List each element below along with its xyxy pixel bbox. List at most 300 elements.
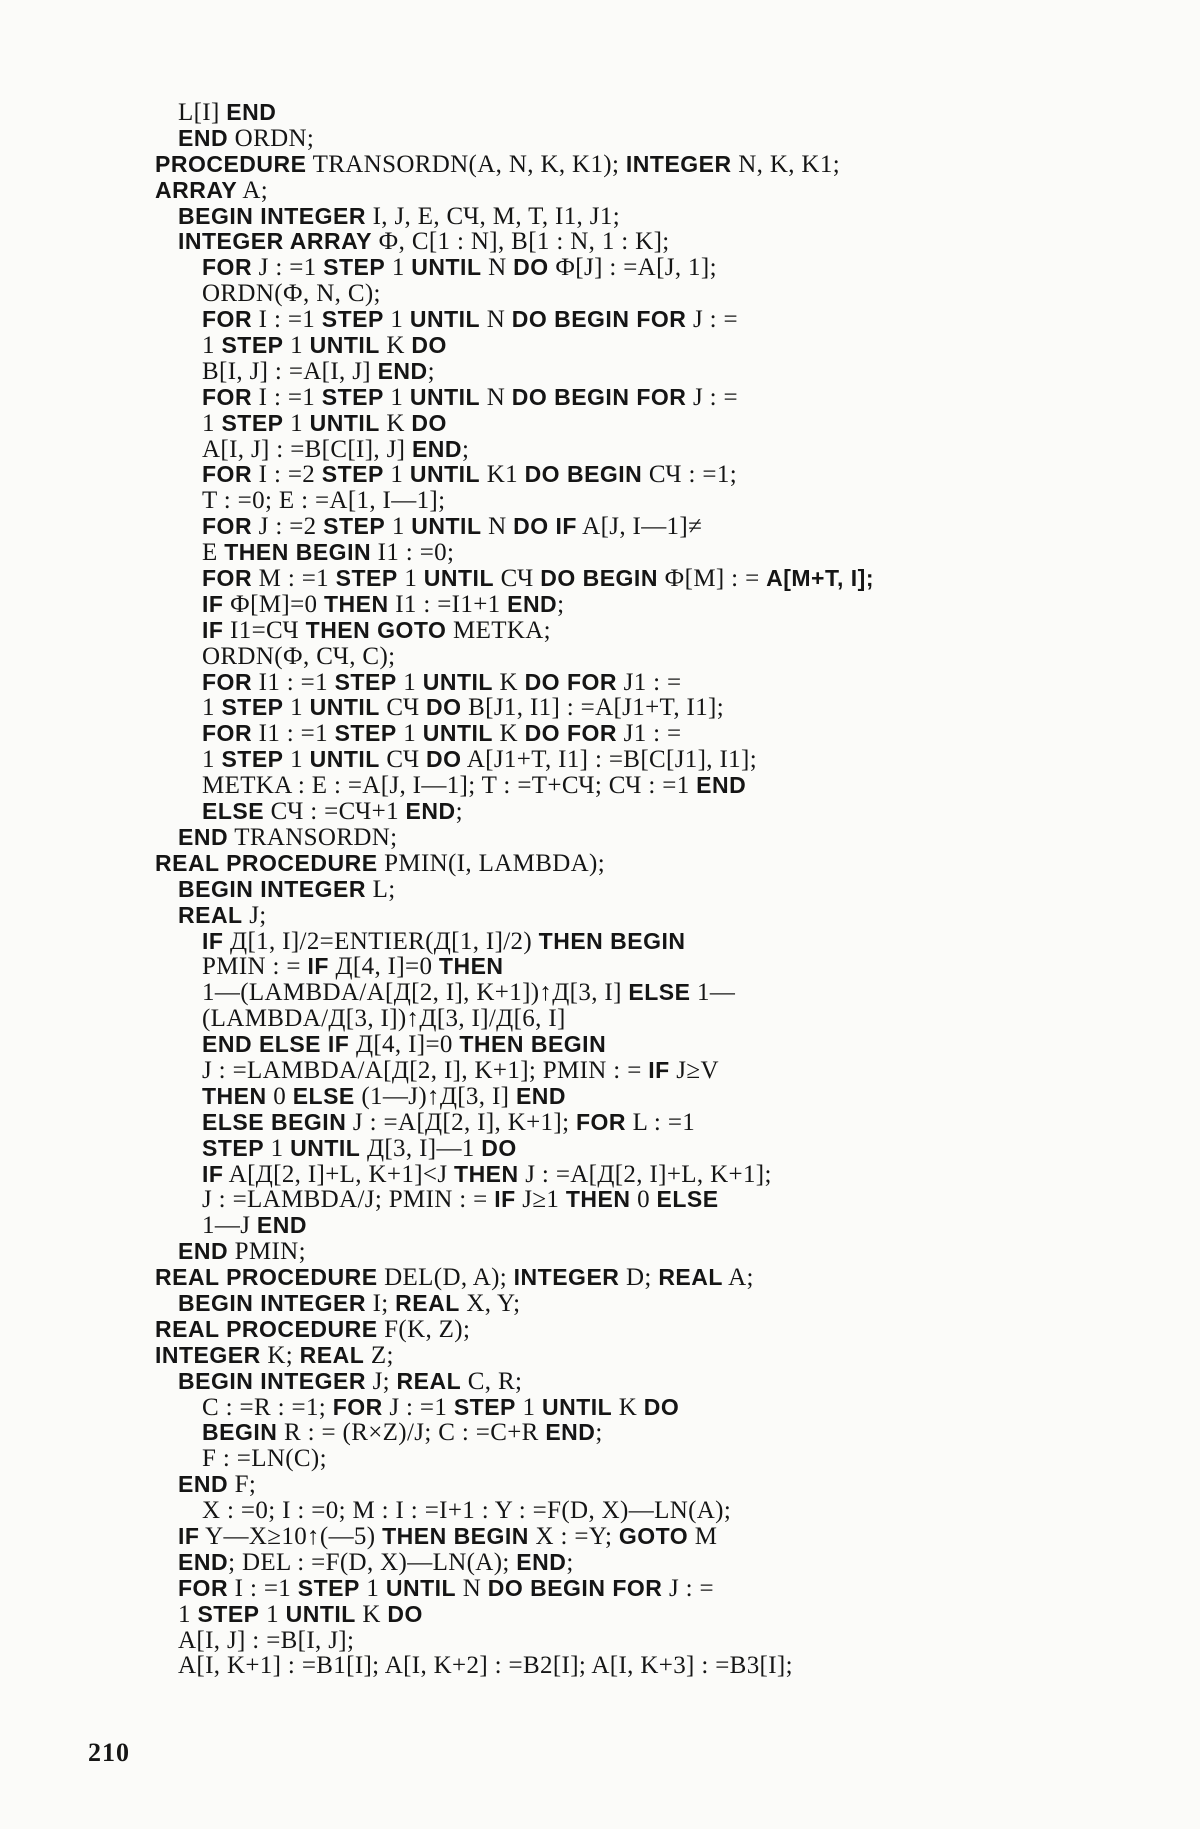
- code-text: 1: [202, 409, 222, 437]
- code-text: 1: [383, 306, 410, 334]
- code-text: Д[4, I]=0: [328, 953, 439, 981]
- keyword: FOR: [202, 254, 253, 281]
- keyword: UNTIL: [385, 1574, 457, 1601]
- code-line: [0, 1576, 1200, 1602]
- code-line: [0, 1550, 1200, 1576]
- page-number: 210: [88, 1738, 130, 1767]
- code-text: 1: [283, 332, 310, 360]
- code-text: F;: [228, 1471, 257, 1499]
- code-text: L;: [365, 875, 396, 903]
- code-line: [0, 825, 1200, 851]
- code-text: I : =2: [252, 461, 322, 489]
- keyword: UNTIL: [309, 332, 380, 359]
- code-text: J : =1: [252, 254, 324, 282]
- keyword: FOR: [202, 306, 253, 333]
- keyword: BEGIN: [202, 1419, 278, 1446]
- code-line: [0, 1524, 1200, 1550]
- keyword: STEP: [221, 332, 284, 359]
- keyword: UNTIL: [411, 513, 482, 540]
- keyword: UNTIL: [290, 1134, 361, 1161]
- keyword: STEP: [323, 254, 386, 281]
- code-text: J : =LAMBDA/A[Д[2, I], K+1]; PMIN : =: [202, 1056, 649, 1084]
- code-line: [0, 1420, 1200, 1446]
- code-text: N: [480, 306, 512, 334]
- keyword: REAL: [396, 1367, 462, 1394]
- code-text: J1 : =: [617, 720, 682, 748]
- code-text: I : =1: [252, 383, 322, 411]
- keyword: ARRAY: [155, 176, 238, 203]
- code-text: 1: [259, 1600, 286, 1628]
- keyword: FOR: [202, 513, 253, 540]
- keyword: STEP: [335, 565, 398, 592]
- keyword: IF: [202, 616, 224, 643]
- code-line: [0, 1317, 1200, 1343]
- code-text: ;: [557, 590, 565, 618]
- keyword: IF: [494, 1186, 516, 1213]
- code-line: [0, 877, 1200, 903]
- keyword: REAL PROCEDURE: [155, 1315, 378, 1342]
- code-line: [0, 1653, 1200, 1679]
- code-line: [0, 204, 1200, 230]
- code-line: [0, 721, 1200, 747]
- keyword: IF: [202, 590, 224, 617]
- code-text: METKA;: [446, 616, 551, 644]
- keyword: DO BEGIN FOR: [487, 1574, 663, 1601]
- keyword: END: [507, 590, 558, 617]
- code-line: [0, 1006, 1200, 1032]
- code-text: 1—J: [202, 1212, 257, 1240]
- keyword: THEN: [323, 590, 389, 617]
- code-text: 1: [202, 332, 222, 360]
- keyword: THEN: [565, 1186, 631, 1213]
- keyword: DO: [481, 1134, 517, 1161]
- keyword: DO BEGIN: [540, 565, 658, 592]
- code-line: [0, 695, 1200, 721]
- code-line: [0, 954, 1200, 980]
- code-text: СЧ : =СЧ+1: [264, 798, 406, 826]
- keyword: BEGIN INTEGER: [178, 875, 366, 902]
- code-text: Ф[M]=0: [223, 590, 324, 618]
- code-text: TRANSORDN;: [228, 823, 398, 851]
- keyword: UNTIL: [411, 254, 482, 281]
- code-line: [0, 1110, 1200, 1136]
- code-text: 1: [396, 720, 423, 748]
- keyword: ELSE BEGIN: [202, 1108, 347, 1135]
- code-line: [0, 1343, 1200, 1369]
- code-text: A[I, J] : =B[C[I], J]: [202, 435, 412, 463]
- code-text: DEL(D, A);: [377, 1264, 514, 1292]
- keyword: FOR: [202, 668, 253, 695]
- keyword: BEGIN INTEGER: [178, 1289, 366, 1316]
- keyword: END: [411, 435, 463, 462]
- code-text: СЧ: [379, 746, 427, 774]
- code-text: T : =0; E : =A[1, I—1];: [202, 487, 446, 515]
- keyword: END: [178, 1238, 229, 1265]
- keyword: END: [405, 798, 456, 825]
- code-line: [0, 1239, 1200, 1265]
- keyword: END: [545, 1419, 596, 1446]
- keyword: REAL: [658, 1264, 723, 1291]
- code-line: [0, 799, 1200, 825]
- code-line: [0, 126, 1200, 152]
- keyword: INTEGER ARRAY: [178, 228, 372, 255]
- code-text: I1 : =0;: [371, 539, 455, 567]
- code-text: 1: [178, 1600, 198, 1628]
- code-text: C, R;: [461, 1367, 523, 1395]
- code-text: I1=СЧ: [223, 616, 306, 644]
- code-text: I1 : =I1+1: [388, 590, 508, 618]
- code-text: K: [379, 332, 412, 360]
- code-text: X : =0; I : =0; M : I : =I+1 : Y : =F(D, X)—LN(A);: [202, 1497, 732, 1525]
- code-line: [0, 1498, 1200, 1524]
- keyword: END: [516, 1548, 567, 1575]
- code-text: 1—(LAMBDA/A[Д[2, I], K+1])↑Д[3, I]: [202, 979, 629, 1007]
- keyword: END: [256, 1212, 307, 1239]
- keyword: THEN: [438, 953, 504, 980]
- code-line: [0, 1265, 1200, 1291]
- keyword: UNTIL: [409, 383, 481, 410]
- code-text: K: [379, 409, 412, 437]
- code-line: [0, 1084, 1200, 1110]
- code-line: [0, 411, 1200, 437]
- code-text: C : =R : =1;: [202, 1393, 333, 1421]
- keyword: IF: [202, 1160, 224, 1187]
- keyword: ELSE: [292, 1082, 355, 1109]
- keyword: DO: [643, 1393, 680, 1420]
- code-line: [0, 514, 1200, 540]
- code-text: Ф[J] : =A[J, 1];: [548, 254, 717, 282]
- code-line: [0, 670, 1200, 696]
- keyword: THEN: [202, 1082, 267, 1109]
- keyword: FOR: [332, 1393, 383, 1420]
- code-text: 1: [397, 565, 424, 593]
- code-line: [0, 929, 1200, 955]
- keyword: END: [178, 1548, 229, 1575]
- code-line: [0, 1628, 1200, 1654]
- keyword: STEP: [453, 1393, 516, 1420]
- keyword: DO FOR: [524, 720, 618, 747]
- code-text: N: [481, 513, 514, 541]
- keyword: UNTIL: [309, 694, 380, 721]
- keyword: UNTIL: [285, 1600, 356, 1627]
- code-text: A[J1+T, I1] : =B[C[J1], I1];: [461, 746, 758, 774]
- code-text: K1: [480, 461, 525, 489]
- keyword: STEP: [221, 746, 284, 773]
- code-text: K;: [260, 1341, 300, 1369]
- code-text: J;: [242, 901, 267, 929]
- keyword: STEP: [221, 694, 284, 721]
- keyword: DO FOR: [524, 668, 618, 695]
- keyword: THEN BEGIN: [224, 539, 372, 566]
- keyword: END: [226, 99, 277, 125]
- keyword: FOR: [202, 720, 253, 747]
- keyword: DO: [426, 694, 462, 721]
- code-text: J : =A[Д[2, I], K+1];: [346, 1108, 576, 1136]
- code-text: PMIN(I, LAMBDA);: [377, 849, 606, 877]
- keyword: UNTIL: [309, 409, 380, 436]
- code-text: СЧ : =1;: [642, 461, 737, 489]
- keyword: UNTIL: [409, 461, 481, 488]
- code-text: СЧ: [379, 694, 427, 722]
- keyword: STEP: [221, 409, 284, 436]
- code-line: [0, 1162, 1200, 1188]
- keyword: INTEGER: [625, 150, 732, 177]
- keyword: DO: [411, 332, 447, 359]
- code-line: [0, 359, 1200, 385]
- keyword: STEP: [202, 1134, 265, 1161]
- keyword: FOR: [202, 383, 253, 410]
- code-text: 1: [385, 513, 412, 541]
- code-text: Д[4, I]=0: [349, 1031, 460, 1059]
- code-text: J1 : =: [617, 668, 682, 696]
- code-text: 1: [264, 1134, 291, 1162]
- keyword: REAL PROCEDURE: [155, 1264, 378, 1291]
- code-text: Д[3, I]—1: [360, 1134, 482, 1162]
- keyword: REAL: [299, 1341, 365, 1368]
- code-text: K: [492, 720, 525, 748]
- keyword: STEP: [334, 720, 397, 747]
- code-text: F(K, Z);: [377, 1315, 471, 1343]
- keyword: REAL PROCEDURE: [155, 849, 378, 876]
- keyword: DO: [411, 409, 447, 436]
- code-text: R : = (R×Z)/J; C : =C+R: [277, 1419, 546, 1447]
- code-text: Д[1, I]/2=ENTIER(Д[1, I]/2): [223, 927, 539, 955]
- keyword: STEP: [321, 383, 384, 410]
- code-text: N: [481, 254, 514, 282]
- code-text: 1—: [690, 979, 736, 1007]
- keyword: END: [377, 357, 428, 384]
- code-line: [0, 618, 1200, 644]
- code-text: Y—X≥10↑(—5): [199, 1522, 383, 1550]
- keyword: END ELSE IF: [202, 1031, 350, 1058]
- keyword: FOR: [575, 1108, 627, 1135]
- code-text: 1: [383, 383, 410, 411]
- keyword: THEN GOTO: [305, 616, 447, 643]
- code-text: (1—J)↑Д[3, I]: [354, 1082, 516, 1110]
- code-line: [0, 566, 1200, 592]
- code-text: I : =1: [252, 306, 322, 334]
- code-text: ;: [427, 357, 435, 385]
- code-text: A[Д[2, I]+L, K+1]<J: [223, 1160, 455, 1188]
- code-text: 1: [359, 1574, 386, 1602]
- code-text: M : =1: [252, 565, 336, 593]
- keyword: FOR: [202, 565, 253, 592]
- keyword: REAL: [395, 1289, 460, 1316]
- code-text: J : =LAMBDA/J; PMIN : =: [202, 1186, 495, 1214]
- code-line: [0, 152, 1200, 178]
- keyword: PROCEDURE: [155, 150, 307, 177]
- code-text: D;: [619, 1264, 659, 1292]
- code-text: J : =2: [252, 513, 324, 541]
- keyword: DO BEGIN: [524, 461, 643, 488]
- keyword: INTEGER: [155, 1341, 261, 1368]
- code-text: M: [688, 1522, 718, 1550]
- keyword: THEN BEGIN: [459, 1031, 607, 1058]
- code-line: [0, 1187, 1200, 1213]
- code-line: [0, 307, 1200, 333]
- code-text: A[I, J] : =B[I, J];: [178, 1626, 355, 1654]
- keyword: STEP: [334, 668, 397, 695]
- code-text: J≥1: [515, 1186, 566, 1214]
- keyword: REAL: [178, 901, 243, 928]
- code-line: [0, 229, 1200, 255]
- code-text: I1 : =1: [252, 668, 335, 696]
- keyword: DO: [387, 1600, 423, 1627]
- code-line: [0, 1472, 1200, 1498]
- code-text: K: [492, 668, 525, 696]
- keyword: IF: [202, 927, 224, 954]
- code-line: [0, 1602, 1200, 1628]
- code-text: TRANSORDN(A, N, K, K1);: [306, 150, 626, 178]
- code-text: F : =LN(C);: [202, 1445, 327, 1473]
- code-text: Z;: [364, 1341, 394, 1369]
- code-listing: [0, 100, 1200, 1679]
- keyword: UNTIL: [309, 746, 380, 773]
- keyword: FOR: [202, 461, 253, 488]
- code-text: 1: [283, 409, 310, 437]
- code-line: [0, 747, 1200, 773]
- code-line: [0, 1213, 1200, 1239]
- code-text: K: [612, 1393, 644, 1421]
- keyword: UNTIL: [409, 306, 481, 333]
- keyword: END: [696, 772, 747, 799]
- code-text: A;: [237, 176, 269, 204]
- keyword: DO IF: [513, 513, 577, 540]
- keyword: BEGIN INTEGER: [178, 1367, 366, 1394]
- keyword: STEP: [197, 1600, 260, 1627]
- code-text: I;: [365, 1289, 396, 1317]
- code-text: ;: [462, 435, 470, 463]
- code-text: B[J1, I1] : =A[J1+T, I1];: [461, 694, 725, 722]
- code-text: N: [480, 383, 512, 411]
- code-text: B[I, J] : =A[I, J]: [202, 357, 378, 385]
- code-text: J : =: [686, 383, 738, 411]
- keyword: BEGIN INTEGER: [178, 202, 366, 229]
- keyword: DO: [426, 746, 462, 773]
- keyword: INTEGER: [513, 1264, 620, 1291]
- code-line: [0, 1058, 1200, 1084]
- code-text: I1 : =1: [252, 720, 335, 748]
- code-text: L : =1: [626, 1108, 696, 1136]
- code-line: [0, 773, 1200, 799]
- keyword: UNTIL: [422, 668, 493, 695]
- code-text: K: [355, 1600, 388, 1628]
- code-text: 0: [630, 1186, 657, 1214]
- code-text: ;: [455, 798, 463, 826]
- code-text: 1: [283, 746, 310, 774]
- code-line: [0, 385, 1200, 411]
- code-line: [0, 1395, 1200, 1421]
- code-line: [0, 540, 1200, 566]
- code-line: [0, 281, 1200, 307]
- code-text: PMIN;: [228, 1238, 306, 1266]
- keyword: DO BEGIN FOR: [511, 306, 687, 333]
- code-text: I, J, E, СЧ, M, T, I1, J1;: [365, 202, 620, 230]
- keyword: UNTIL: [423, 565, 494, 592]
- code-text: J : =: [662, 1574, 714, 1602]
- keyword: ELSE: [202, 798, 265, 825]
- code-text: ; DEL : =F(D, X)—LN(A);: [228, 1548, 517, 1576]
- code-text: (LAMBDA/Д[3, I])↑Д[3, I]/Д[6, I]: [202, 1005, 566, 1033]
- code-text: 1: [515, 1393, 542, 1421]
- keyword: GOTO: [618, 1522, 689, 1549]
- code-line: [0, 333, 1200, 359]
- keyword: THEN BEGIN: [538, 927, 686, 954]
- keyword: STEP: [323, 513, 386, 540]
- code-line: [0, 1446, 1200, 1472]
- code-text: Ф, C[1 : N], B[1 : N, 1 : K];: [371, 228, 670, 256]
- keyword: THEN BEGIN: [382, 1522, 529, 1549]
- keyword: END: [178, 1471, 229, 1498]
- keyword: UNTIL: [541, 1393, 613, 1420]
- code-text: J : =A[Д[2, I]+L, K+1];: [518, 1160, 772, 1188]
- code-text: J : =1: [382, 1393, 454, 1421]
- keyword: END: [178, 124, 229, 151]
- code-text: J : =: [686, 306, 738, 334]
- code-text: METKA : E : =A[J, I—1]; T : =T+СЧ; СЧ : =1: [202, 772, 697, 800]
- code-text: A[J, I—1]≠: [576, 513, 703, 541]
- code-text: N, K, K1;: [731, 150, 840, 178]
- code-text: A;: [722, 1264, 754, 1292]
- code-line: [0, 1369, 1200, 1395]
- code-line: [0, 488, 1200, 514]
- code-line: [0, 1032, 1200, 1058]
- code-text: 0: [266, 1082, 293, 1110]
- code-text: A[I, K+1] : =B1[I]; A[I, K+2] : =B2[I]; A[I, K+3] : =B3[I];: [178, 1652, 793, 1680]
- code-text: 1: [202, 694, 222, 722]
- keyword: DO BEGIN FOR: [511, 383, 687, 410]
- code-text: ORDN(Ф, N, C);: [202, 280, 381, 308]
- keyword: STEP: [321, 461, 384, 488]
- code-line: [0, 592, 1200, 618]
- code-line: [0, 1136, 1200, 1162]
- keyword: A[M+T, I];: [766, 565, 874, 592]
- keyword: FOR: [178, 1574, 229, 1601]
- code-text: ORDN;: [228, 124, 315, 152]
- keyword: STEP: [321, 306, 384, 333]
- code-text: N: [456, 1574, 488, 1602]
- keyword: IF: [178, 1522, 200, 1549]
- code-text: J≥V: [669, 1056, 719, 1084]
- code-text: Ф[M] : =: [657, 565, 767, 593]
- keyword: UNTIL: [422, 720, 493, 747]
- keyword: THEN: [454, 1160, 519, 1187]
- code-text: ;: [566, 1548, 574, 1576]
- code-text: 1: [385, 254, 412, 282]
- keyword: IF: [648, 1056, 670, 1083]
- code-line: [0, 644, 1200, 670]
- code-text: X : =Y;: [528, 1522, 619, 1550]
- code-text: E: [202, 539, 225, 567]
- code-text: I : =1: [228, 1574, 298, 1602]
- code-text: 1: [396, 668, 423, 696]
- code-text: ;: [595, 1419, 603, 1447]
- code-line: [0, 255, 1200, 281]
- code-text: L[I]: [178, 99, 227, 126]
- code-line: [0, 437, 1200, 463]
- keyword: END: [515, 1082, 566, 1109]
- code-text: PMIN : =: [202, 953, 308, 981]
- code-text: J;: [365, 1367, 397, 1395]
- keyword: IF: [307, 953, 329, 980]
- code-line: [0, 851, 1200, 877]
- code-text: 1: [283, 694, 310, 722]
- code-text: X, Y;: [459, 1289, 521, 1317]
- keyword: STEP: [297, 1574, 360, 1601]
- code-text: ORDN(Ф, СЧ, C);: [202, 642, 396, 670]
- keyword: ELSE: [656, 1186, 719, 1213]
- code-line: [0, 462, 1200, 488]
